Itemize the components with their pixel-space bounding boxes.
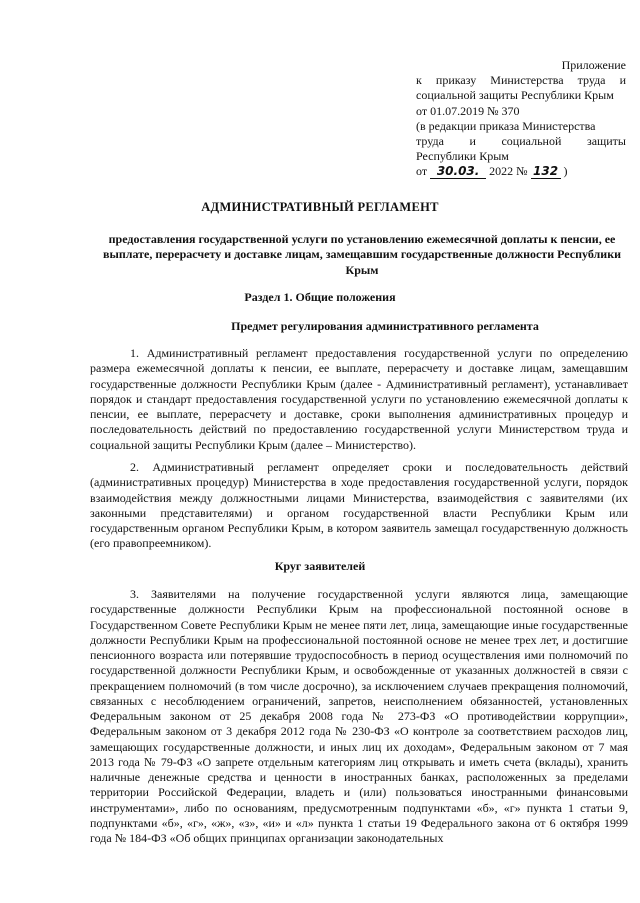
- applicants-heading: Круг заявителей: [274, 559, 366, 573]
- paragraph-1: 1. Административный регламент предоставления государственной услуги по определению размера ежемесячной доплаты к пенсии, ее выплате, перерасчету и доставке лицам, замещавшим государственные должности Республики Крым (далее - Административный регламент), устанавливает порядок и стандарт предоставления государственной услуги по установлению ежемесячной доплаты к пенсии, ее выплате, перерасчету и доставке, сроки выполнения административных процедур и последовательность действий по предоставлению государственной услуги Министерством труда и социальной защиты Республики Крым (далее – Министерство).: [90, 346, 628, 452]
- year-text: 2022 №: [489, 164, 528, 179]
- paragraph-2: 2. Административный регламент определяет сроки и последовательность действий (административных процедур) Министерства в ходе предоставления государственной услуги, порядок взаимодействия между должностными лицами Министерства, взаимодействия с заявителями (их законными представителями) и органом государственной власти Республики Крым или государственным органом Республики Крым, в котором заявитель замещал государственную должность (его правопреемником).: [90, 460, 628, 551]
- appendix-line: от 01.07.2019 № 370: [416, 103, 520, 118]
- document-title: АДМИНИСТРАТИВНЫЙ РЕГЛАМЕНТ: [201, 200, 439, 214]
- appendix-line: социальной защиты Республики Крым: [416, 88, 614, 103]
- appendix-line: (в редакции приказа Министерства: [416, 118, 596, 133]
- subsection-heading: Предмет регулирования административного регламента: [231, 319, 539, 333]
- appendix-line: к приказу Министерства труда и: [416, 73, 626, 88]
- section-heading: Раздел 1. Общие положения: [244, 290, 396, 304]
- appendix-label: Приложение: [561, 58, 626, 72]
- appendix-block: [416, 58, 626, 180]
- paragraph-3: 3. Заявителями на получение государственной услуги являются лица, замещающие государственные должности Республики Крым на профессиональной постоянной основе в Государственном Совете Республики Крым не менее пяти лет, лица, замещающие иные государственные должности Республики Крым на профессиональной постоянной основе не менее трех лет, и достигшие пенсионного возраста или потерявшие трудоспособность в период осуществления ими полномочий по государственной должности Республики Крым, и освобожденные от указанных должностей в связи с прекращением полномочий (в том числе досрочно), за исключением случаев прекращения полномочий, связанных с несоблюдением ограничений, запретов, неисполнением обязанностей, установленных Федеральным законом от 25 декабря 2008 года № 273-ФЗ «О противодействии коррупции», Федеральным законом от 3 декабря 2012 года № 230-ФЗ «О контроле за соответствием расходов лиц, замещающих государственные должности, и иных лиц их доходам», Федеральным законом от 7 мая 2013 года № 79-ФЗ «О запрете отдельным категориям лиц открывать и иметь счета (вклады), хранить наличные денежные средства и ценности в иностранных банках, расположенных за пределами территории Российской Федерации, владеть и (или) пользоваться иностранными финансовыми инструментами», либо по основаниям, предусмотренным подпунктами «б», «г» пункта 1 статьи 9, подпунктами «б», «г», «ж», «з», «и» и «л» пункта 1 статьи 19 Федерального закона от 6 октября 1999 года № 184-ФЗ «Об общих принципах организации законодательных: [90, 587, 628, 845]
- handwritten-number: 132: [531, 165, 561, 179]
- appendix-line: Республики Крым: [416, 149, 509, 164]
- close-paren: ): [563, 164, 568, 179]
- date-prefix: от: [416, 164, 428, 179]
- document-subtitle: предоставления государственной услуги по установлению ежемесячной доплаты к пенсии, ее выплате, перерасчету и доставке лицам, замещавшим государственные должности Республики Крым: [102, 232, 622, 277]
- handwritten-date: 30.03.: [430, 165, 486, 179]
- appendix-line: труда и социальной защиты: [416, 134, 626, 149]
- appendix-date-line: [416, 164, 626, 179]
